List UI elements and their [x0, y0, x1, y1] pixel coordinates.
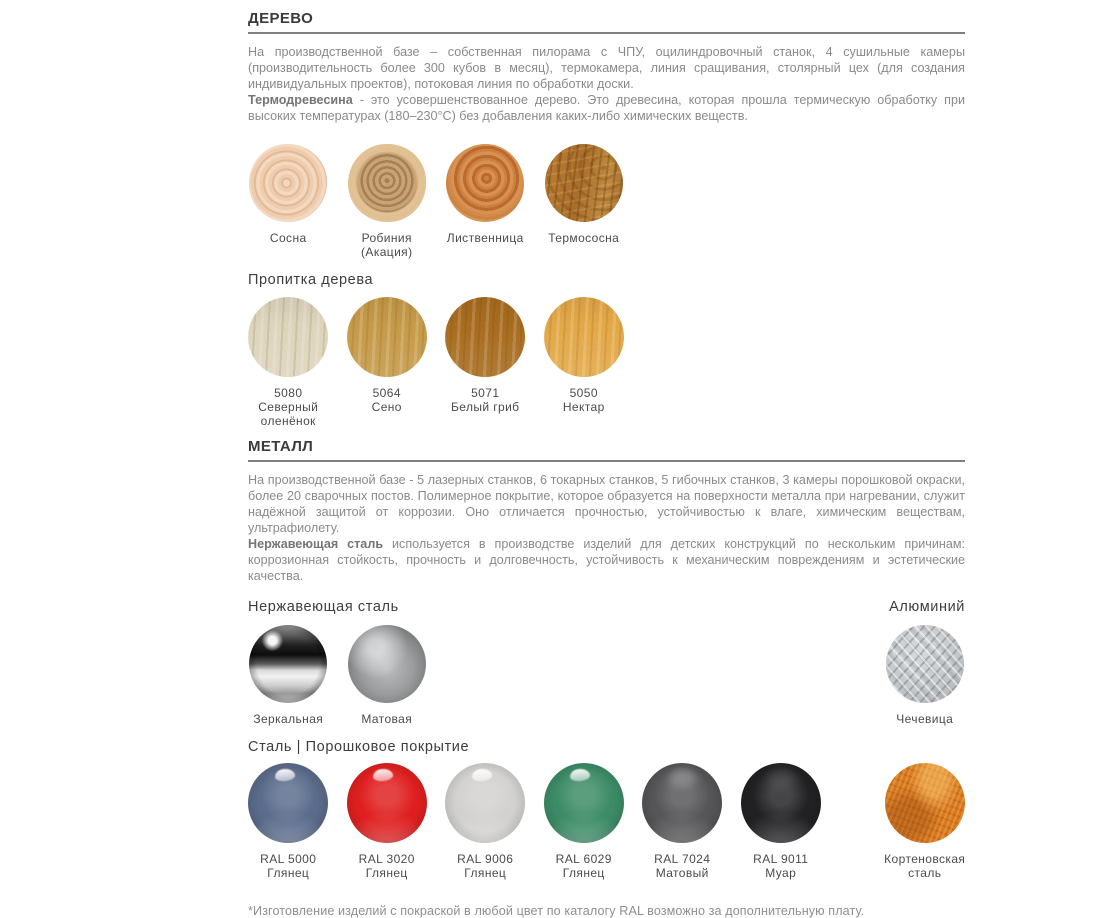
swatch-code: RAL 5000 — [260, 852, 317, 866]
impregnation-color-image — [347, 297, 427, 377]
swatch-finish: Матовый — [655, 866, 709, 880]
ral-9006-sphere-image — [445, 763, 525, 843]
swatch-finish: Глянец — [267, 866, 310, 880]
swatch-finish: Глянец — [365, 866, 408, 880]
swatch-code: RAL 7024 — [654, 852, 711, 866]
impregnation-color-image — [248, 297, 328, 377]
wood-section-title: ДЕРЕВО — [248, 10, 965, 34]
stainless-definition: используется в производстве изделий для детских конструкций по нескольким причинам: коррозионная стойкость, прочность и долговечность, устойчивость к механическим повреждениям и эстетические качества. — [248, 537, 965, 583]
swatch-finish: Муар — [765, 866, 797, 880]
powder-swatch-ral9006 — [436, 763, 535, 880]
gloss-highlight — [373, 768, 394, 782]
aluminium-title: Алюминий — [889, 599, 965, 615]
powder-swatch-ral9011 — [732, 763, 831, 880]
corten-steel-swatch — [876, 763, 975, 880]
wood-swatch-pine — [239, 144, 338, 259]
impregnation-color-image — [544, 297, 624, 377]
wood-section — [248, 10, 965, 428]
swatch-code: RAL 3020 — [358, 852, 415, 866]
swatch-code: 5064 — [372, 386, 401, 400]
impregnation-title: Пропитка дерева — [248, 272, 374, 288]
larch-slice-image — [446, 144, 524, 222]
metal-production-paragraph — [248, 472, 965, 536]
checker-plate-image — [886, 625, 964, 703]
powder-swatch-ral7024 — [633, 763, 732, 880]
robinia-slice-image — [348, 144, 426, 222]
stainless-aluminium-header — [248, 599, 965, 615]
impregnation-color-image — [445, 297, 525, 377]
thermopine-texture-image — [545, 144, 623, 222]
wood-swatch-robinia — [338, 144, 437, 259]
powder-swatch-ral5000 — [239, 763, 338, 880]
stainless-swatch-matte — [338, 625, 437, 726]
impregnation-swatch-5064 — [338, 297, 437, 428]
matte-highlight — [668, 768, 697, 788]
gloss-highlight — [274, 768, 295, 782]
thermowood-definition: - это усовершенствованное дерево. Это древесина, которая прошла термическую обработку при высоких температурах (180–230°С) без добавления каких-либо химических веществ. — [248, 93, 965, 123]
swatch-code: 5071 — [471, 386, 500, 400]
swatch-name: Нектар — [562, 400, 605, 414]
thermowood-term: Термодревесина — [248, 93, 353, 107]
swatch-finish: Глянец — [562, 866, 605, 880]
metal-section-title: МЕТАЛЛ — [248, 438, 965, 462]
aluminium-swatch-checker — [876, 625, 975, 726]
swatch-finish: Глянец — [464, 866, 507, 880]
powder-coating-title: Сталь | Порошковое покрытие — [248, 739, 470, 755]
stainless-swatch-mirror — [239, 625, 338, 726]
wood-swatch-larch — [436, 144, 535, 259]
wood-thermowood-paragraph — [248, 92, 965, 124]
impregnation-swatch-5050 — [535, 297, 634, 428]
wood-species-row — [239, 144, 965, 259]
stainless-row — [239, 625, 965, 726]
wood-production-paragraph — [248, 44, 965, 92]
stainless-term: Нержавеющая сталь — [248, 537, 384, 551]
wood-production-text: На производственной базе – собственная пилорама с ЧПУ, оцилиндровочный станок, 4 сушильные камеры (производительность более 300 кубов в месяц), термокамера, линия сращивания, столярный цех (для создания индивидуальных проектов), потоковая линия по обработки доски. — [248, 45, 965, 91]
gloss-highlight — [471, 768, 492, 782]
swatch-code: RAL 9011 — [753, 852, 809, 866]
mirror-steel-sphere-image — [249, 625, 327, 703]
swatch-code: RAL 6029 — [555, 852, 612, 866]
powder-coating-row — [239, 763, 965, 880]
ral-3020-sphere-image — [347, 763, 427, 843]
ral-6029-sphere-image — [544, 763, 624, 843]
swatch-name: Белый гриб — [451, 400, 520, 414]
ral-9011-sphere-image — [741, 763, 821, 843]
corten-steel-image — [885, 763, 965, 843]
swatch-name: Кортеновская сталь — [884, 852, 966, 880]
powder-swatch-ral3020 — [338, 763, 437, 880]
swatch-code: RAL 9006 — [457, 852, 514, 866]
powder-swatch-ral6029 — [535, 763, 634, 880]
metal-section — [248, 438, 965, 880]
metal-production-text: На производственной базе - 5 лазерных станков, 6 токарных станков, 5 гибочных станков, 3 камеры порошковой окраски, более 20 сварочных постов. Полимерное покрытие, которое образуется на поверхности металла при нагревании, служит надёжной защитой от коррозии. Оно отличается прочностью, устойчивостью к влаге, химическим веществам, ультрафиолету. — [248, 473, 965, 535]
ral-5000-sphere-image — [248, 763, 328, 843]
gloss-highlight — [570, 768, 591, 782]
materials-catalog-page — [0, 10, 1110, 918]
swatch-label: Сосна — [269, 231, 307, 245]
swatch-code: 5080 — [274, 386, 303, 400]
moire-highlight — [766, 768, 797, 790]
swatch-label: Матовая — [361, 712, 413, 726]
swatch-name: Сено — [371, 400, 402, 414]
matte-steel-sphere-image — [348, 625, 426, 703]
metal-stainless-paragraph — [248, 536, 965, 584]
wood-swatch-thermopine — [535, 144, 634, 259]
pine-slice-image — [249, 144, 327, 222]
swatch-label: Зеркальная — [253, 712, 324, 726]
ral-7024-sphere-image — [642, 763, 722, 843]
impregnation-row — [239, 297, 965, 428]
swatch-code: 5050 — [569, 386, 598, 400]
swatch-label: Робиния (Акация) — [361, 231, 413, 259]
swatch-name: Северный оленёнок — [258, 400, 319, 428]
swatch-label: Термососна — [548, 231, 620, 245]
swatch-label: Чечевица — [896, 712, 954, 726]
stainless-steel-title: Нержавеющая сталь — [248, 599, 399, 615]
ral-footnote: *Изготовление изделий с покраской в любой цвет по каталогу RAL возможно за дополнительную плату. — [248, 904, 865, 918]
impregnation-swatch-5071 — [436, 297, 535, 428]
swatch-label: Лиственница — [446, 231, 524, 245]
impregnation-swatch-5080 — [239, 297, 338, 428]
